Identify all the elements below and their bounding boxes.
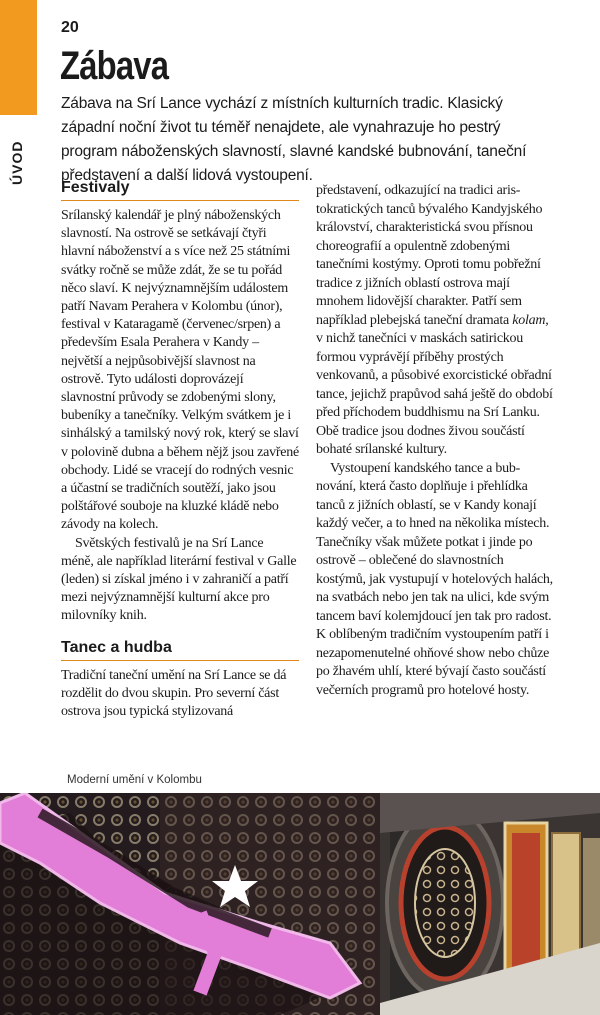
- page-number: 20: [61, 19, 79, 36]
- dance-paragraph-1-continued: [316, 182, 554, 460]
- chapter-label: ÚVOD: [9, 140, 25, 185]
- dance-paragraph-1-start: Tradiční taneční umění na Srí Lance se dá rozdělit do dvou skupin. Pro severní část ostrova jsou typická stylizovaná: [61, 667, 287, 720]
- right-column: [316, 182, 554, 700]
- dance-heading: Tanec a hudba: [61, 638, 299, 661]
- street-art-illustration: [0, 793, 600, 1015]
- festivals-paragraph-1: Srílanský kalendář je plný náboženských slavností. Na ostrově se setkávají čtyři hlavní náboženství a s více než 25 státními svátky ročně se může zdát, že se tu pořád něco slaví. K nejvýznamnějším událostem patří Navam Perahera v Kolombu (únor), festival v Kataragamě (červenec/srpen) a především Esala Perahera v Kandy – největší a nejpůsobivější slavnost na ostrově. Tyto události doprovázejí slavnostní průvody se zdobenými slony, bubeníky a tanečníky. Velkým svátkem je i sinhálský a tamilský nový rok, který se slaví v polovině dubna a během nějž jsou zavřené obchody. Lidé se vracejí do rodných vesnic a účastní se tradičních soutěží, jako jsou polštářové souboje na kluzké kládě nebo závody na kolech.: [61, 208, 299, 533]
- intro-paragraph: Zábava na Srí Lance vychází z místních kulturních tradic. Klasický západní noční život tu téměř nenajdete, ale vynahrazuje ho pestrý program náboženských slavností, slavné kandské bubnování, taneční představení a další lidová vystoupení.: [61, 95, 527, 184]
- kolam-term: kolam: [512, 312, 546, 328]
- left-column: [61, 178, 299, 721]
- dance-paragraph-2: Vystoupení kandského tance a bubnování, která často doplňuje i přehlídka tanců z jižních oblastí, se v Kandy konají každý večer, a to hned na několika místech. Tanečníky však můžete potkat i jinde po ostrově – oblečené do slavnostních kostýmů, jak vystupují v hotelových halách, na svatbách nebo jen tak na ulici, kde svým tancem baví kolemjdoucí jen tak pro radost. K oblíbeným tradičním vystoupením patří i nezapomenutelné ohňové show nebo chůze po žhavém uhlí, které bývají často součástí večerních programů pro hotelové hosty.: [316, 460, 553, 698]
- dance-text-part: , v nichž tanečníci v maskách satirickou formou vyprávějí příběhy prostých venkovanů, a působivé exorcistické obřadní tance, jejichž prapůvod sahá ještě do období před příchodem buddhismu na Srí Lanku. Obě tradice jsou dodnes živou součástí bohaté srílanské kultury.: [316, 312, 553, 457]
- festivals-paragraph-2: Světských festivalů je na Srí Lance méně, ale například literární festival v Galle (leden) si získal jméno i v zahraničí a patří mezi nejvýznamnější kulturní akce pro milovníky knih.: [61, 535, 297, 624]
- street-art-photo: [0, 793, 600, 1015]
- photo-caption: Moderní umění v Kolombu: [67, 774, 202, 786]
- dance-text-part: představení, odkazující na tradici aristokratických tanců bývalého Kandyjského království, charakteristická svou přísnou choreografií a opulentně zdobenými tanečními kostýmy. Oproti tomu pobřežní tradice z jižních oblastí ostrova mají mnohem lidovější charakter. Patří sem například plebejská taneční dramata: [316, 183, 543, 328]
- chapter-tab: [0, 0, 37, 115]
- page-title: Zábava: [60, 44, 169, 88]
- festivals-heading: Festivaly: [61, 178, 299, 201]
